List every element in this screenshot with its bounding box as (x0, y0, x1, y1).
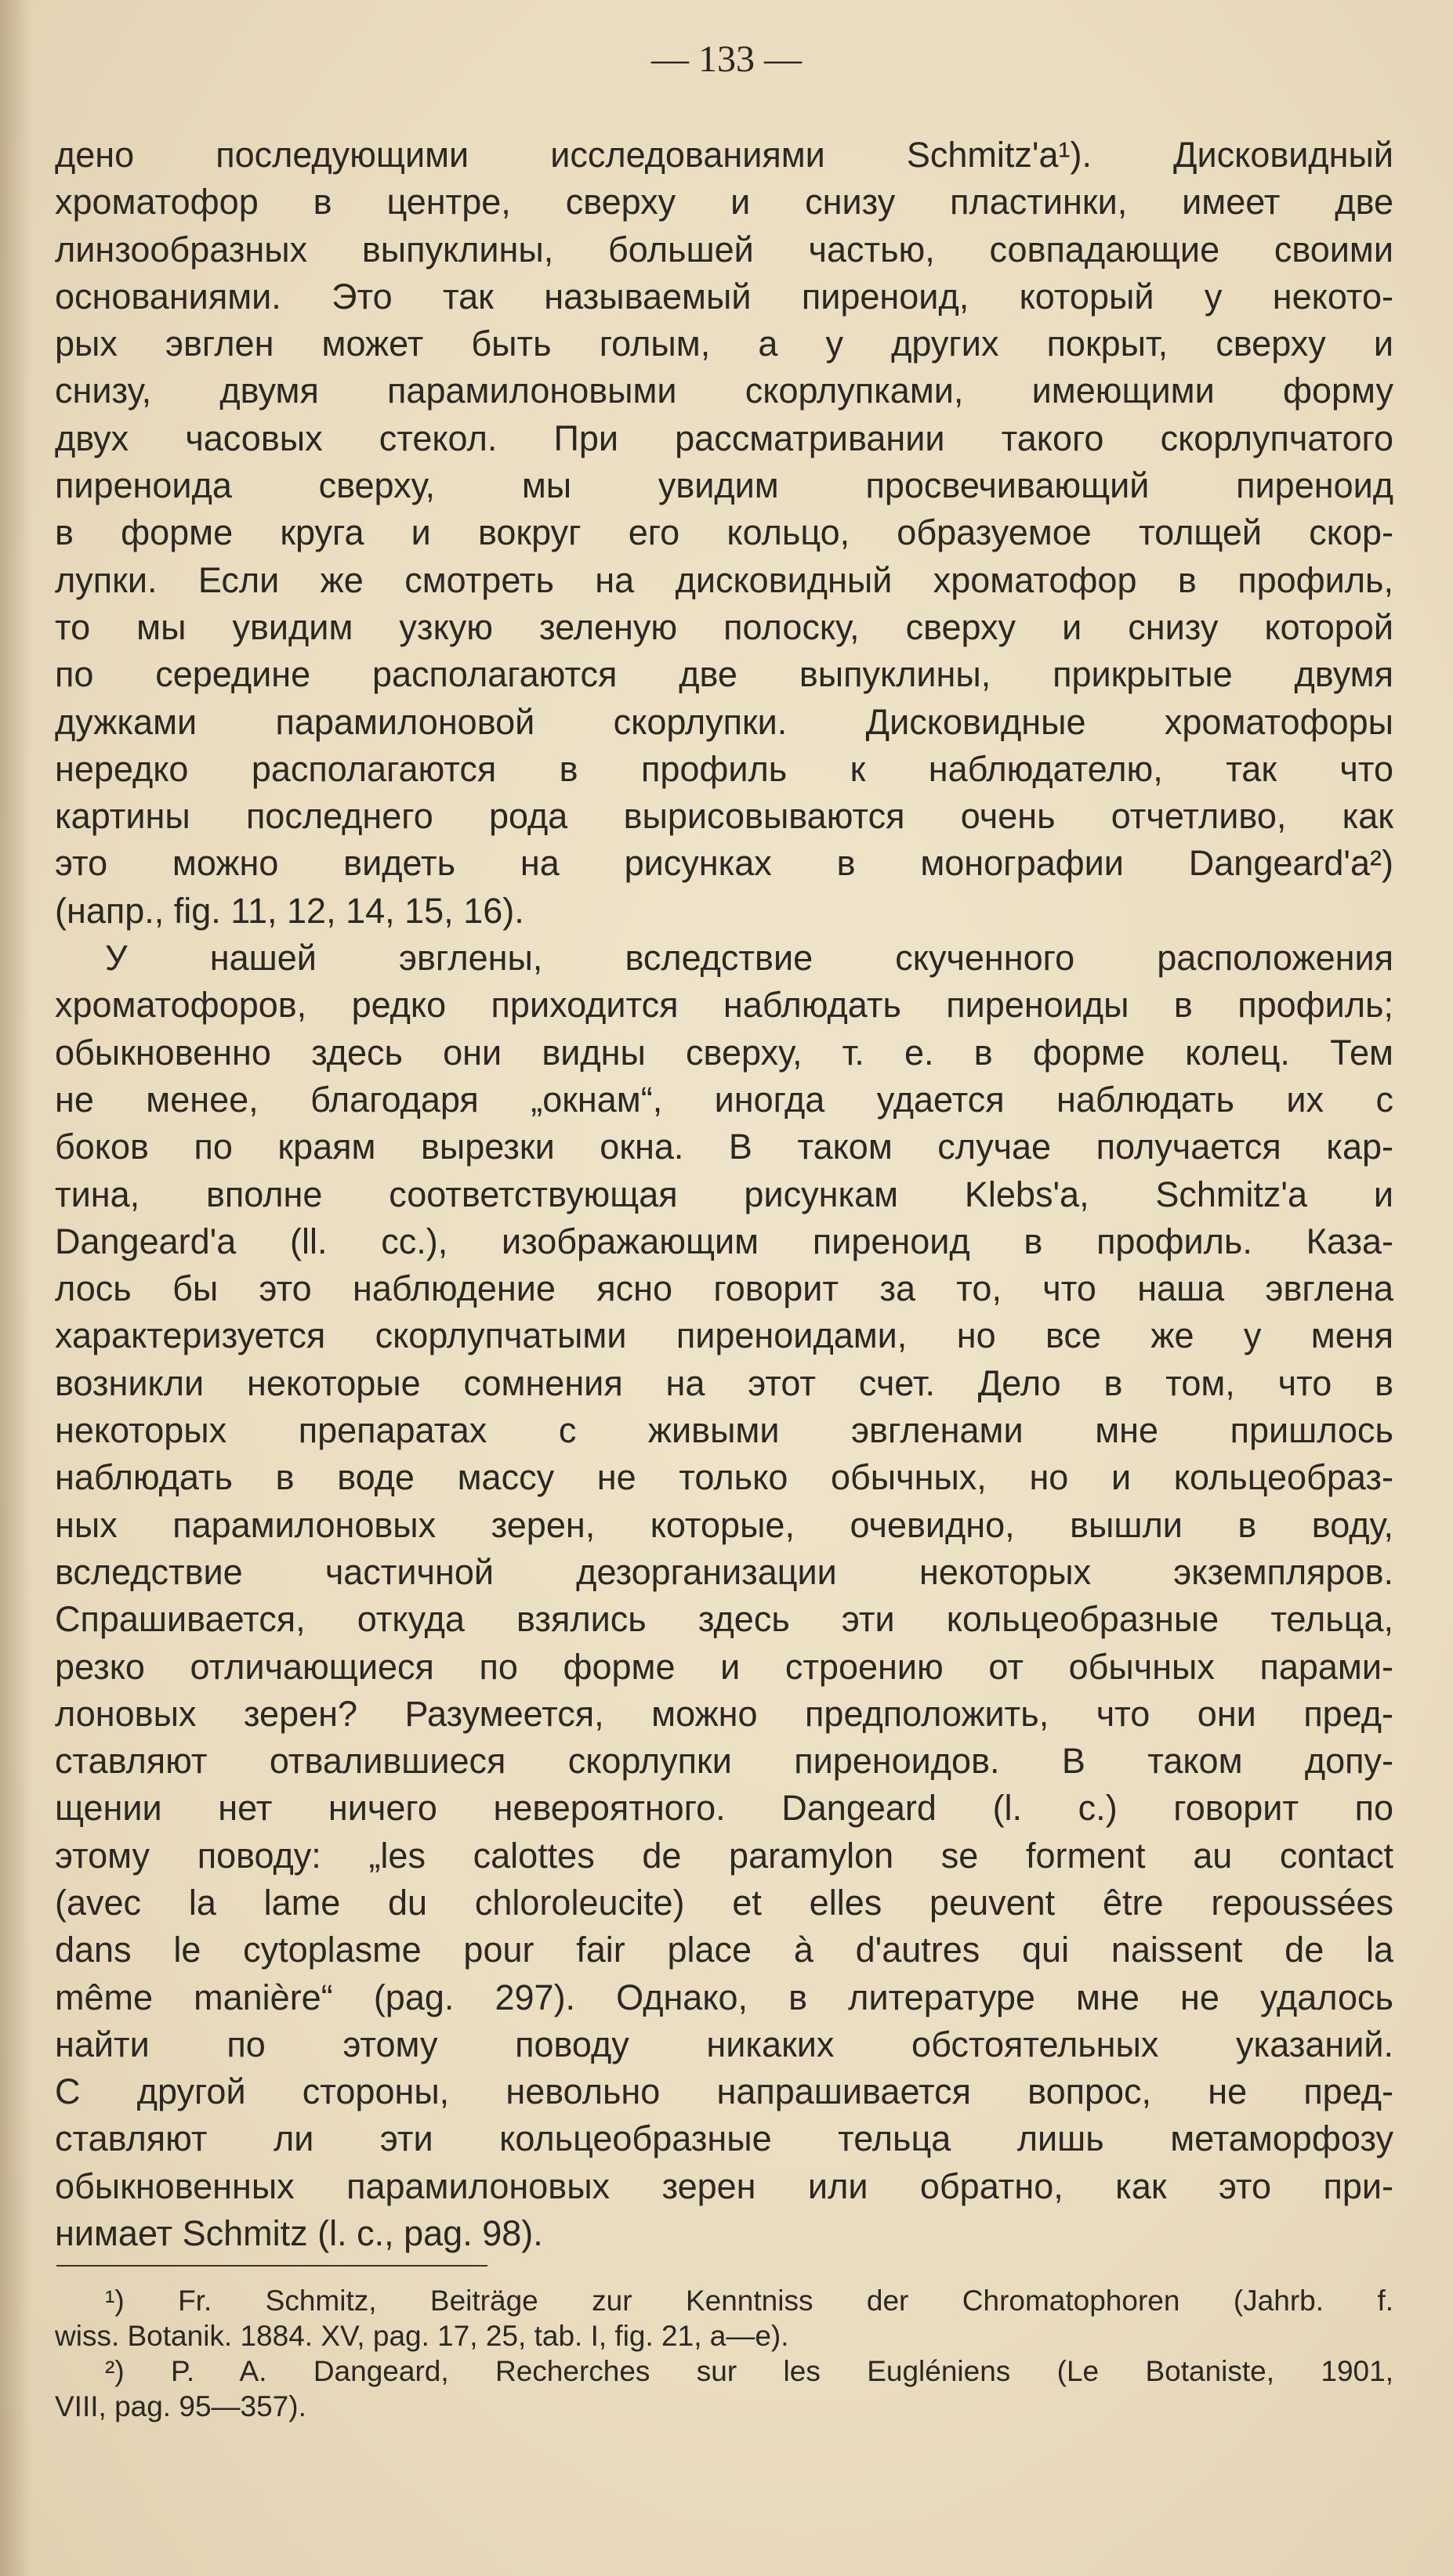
text-line: dans le cytoplasme pour fair place à d'autres qui naissent de la (55, 1930, 1393, 1970)
text-line: пиреноида сверху, мы увидим просвечивающий пиреноид (55, 465, 1393, 506)
text-line: возникли некоторые сомнения на этот счет. Дело в том, что в (55, 1362, 1393, 1403)
text-line: тина, вполне соответствующая рисункам Klebs'a, Schmitz'a и (55, 1174, 1393, 1214)
text-line: (напр., fig. 11, 12, 14, 15, 16). (55, 890, 524, 931)
text-line: Спрашивается, откуда взялись здесь эти кольцеобразные тельца, (55, 1599, 1393, 1640)
text-line: в форме круга и вокруг его кольцо, образуемое толщей скор- (55, 512, 1393, 553)
text-line: вследствие частичной дезорганизации некоторых экземпляров. (55, 1551, 1393, 1592)
text-line: дено последующими исследованиями Schmitz'a¹). Дисковидный (55, 135, 1393, 175)
footnote-divider (56, 2265, 487, 2267)
text-line: основаниями. Это так называемый пиреноид, который у некото- (55, 276, 1393, 317)
text-line: линзообразных выпуклины, большей частью, совпадающие своими (55, 229, 1393, 270)
text-line: лось бы это наблюдение ясно говорит за то, что наша эвглена (55, 1268, 1393, 1309)
text-line: ставляют ли эти кольцеобразные тельца лишь метаморфозу (55, 2118, 1393, 2159)
text-line: обыкновенно здесь они видны сверху, т. е. в форме колец. Тем (55, 1032, 1393, 1073)
text-line: обыкновенных парамилоновых зерен или обратно, как это при- (55, 2165, 1393, 2206)
footnote-line: ¹) Fr. Schmitz, Beiträge zur Kenntniss der Chromatophoren (Jahrb. f. (105, 2285, 1393, 2317)
text-line: Dangeard'a (ll. cc.), изображающим пиреноид в профиль. Каза- (55, 1221, 1393, 1261)
text-line: щении нет ничего невероятного. Dangeard (l. c.) говорит по (55, 1788, 1393, 1829)
text-line: С другой стороны, невольно напрашивается вопрос, не пред- (55, 2071, 1393, 2112)
main-text (55, 132, 1393, 2257)
page-number: — 133 — (651, 38, 802, 80)
text-line: нередко располагаются в профиль к наблюдателю, так что (55, 748, 1393, 789)
text-line: дужками парамилоновой скорлупки. Дисковидные хроматофоры (55, 701, 1393, 742)
footnote-line: ²) P. A. Dangeard, Recherches sur les Eugléniens (Le Botaniste, 1901, (105, 2355, 1393, 2387)
text-line: У нашей эвглены, вследствие скученного расположения (105, 938, 1393, 979)
text-line: по середине располагаются две выпуклины, прикрытые двумя (55, 654, 1393, 695)
text-line: не менее, благодаря „окнам“, иногда удается наблюдать их с (55, 1079, 1393, 1120)
text-line: этому поводу: „les calottes de paramylon se forment au contact (55, 1835, 1393, 1876)
footnote-line: VIII, pag. 95—357). (55, 2390, 306, 2422)
text-line: нимает Schmitz (l. c., pag. 98). (55, 2213, 543, 2254)
text-line: характеризуется скорлупчатыми пиреноидами, но все же у меня (55, 1315, 1393, 1356)
text-line: хроматофоров, редко приходится наблюдать пиреноиды в профиль; (55, 985, 1393, 1026)
text-line: рых эвглен может быть голым, а у других покрыт, сверху и (55, 324, 1393, 364)
text-line: лупки. Если же смотреть на дисковидный хроматофор в профиль, (55, 559, 1393, 600)
text-line: некоторых препаратах с живыми эвгленами мне пришлось (55, 1410, 1393, 1451)
text-line: (avec la lame du chloroleucite) et elles peuvent être repoussées (55, 1882, 1393, 1923)
text-line: хроматофор в центре, сверху и снизу пластинки, имеет две (55, 182, 1393, 223)
text-line: двух часовых стекол. При рассматривании такого скорлупчатого (55, 418, 1393, 458)
page-gutter-shadow (0, 0, 31, 2576)
text-line: ных парамилоновых зерен, которые, очевидно, вышли в воду, (55, 1504, 1393, 1545)
text-line: резко отличающиеся по форме и строению от обычных парами- (55, 1646, 1393, 1687)
text-line: ставляют отвалившиеся скорлупки пиреноидов. В таком допу- (55, 1741, 1393, 1782)
text-line: боков по краям вырезки окна. В таком случае получается кар- (55, 1127, 1393, 1167)
footnote-line: wiss. Botanik. 1884. XV, pag. 17, 25, tab. I, fig. 21, a—e). (55, 2320, 789, 2352)
text-line: то мы увидим узкую зеленую полоску, сверху и снизу которой (55, 606, 1393, 647)
text-line: картины последнего рода вырисовываются очень отчетливо, как (55, 796, 1393, 837)
text-line: снизу, двумя парамилоновыми скорлупками, имеющими форму (55, 371, 1393, 411)
footnotes (55, 2283, 1393, 2424)
text-line: это можно видеть на рисунках в монографии Dangeard'a²) (55, 843, 1393, 884)
text-line: найти по этому поводу никаких обстоятельных указаний. (55, 2024, 1393, 2064)
text-line: лоновых зерен? Разумеется, можно предположить, что они пред- (55, 1693, 1393, 1734)
text-line: наблюдать в воде массу не только обычных, но и кольцеобраз- (55, 1457, 1393, 1498)
text-line: même manière“ (pag. 297). Однако, в литературе мне не удалось (55, 1977, 1393, 2017)
